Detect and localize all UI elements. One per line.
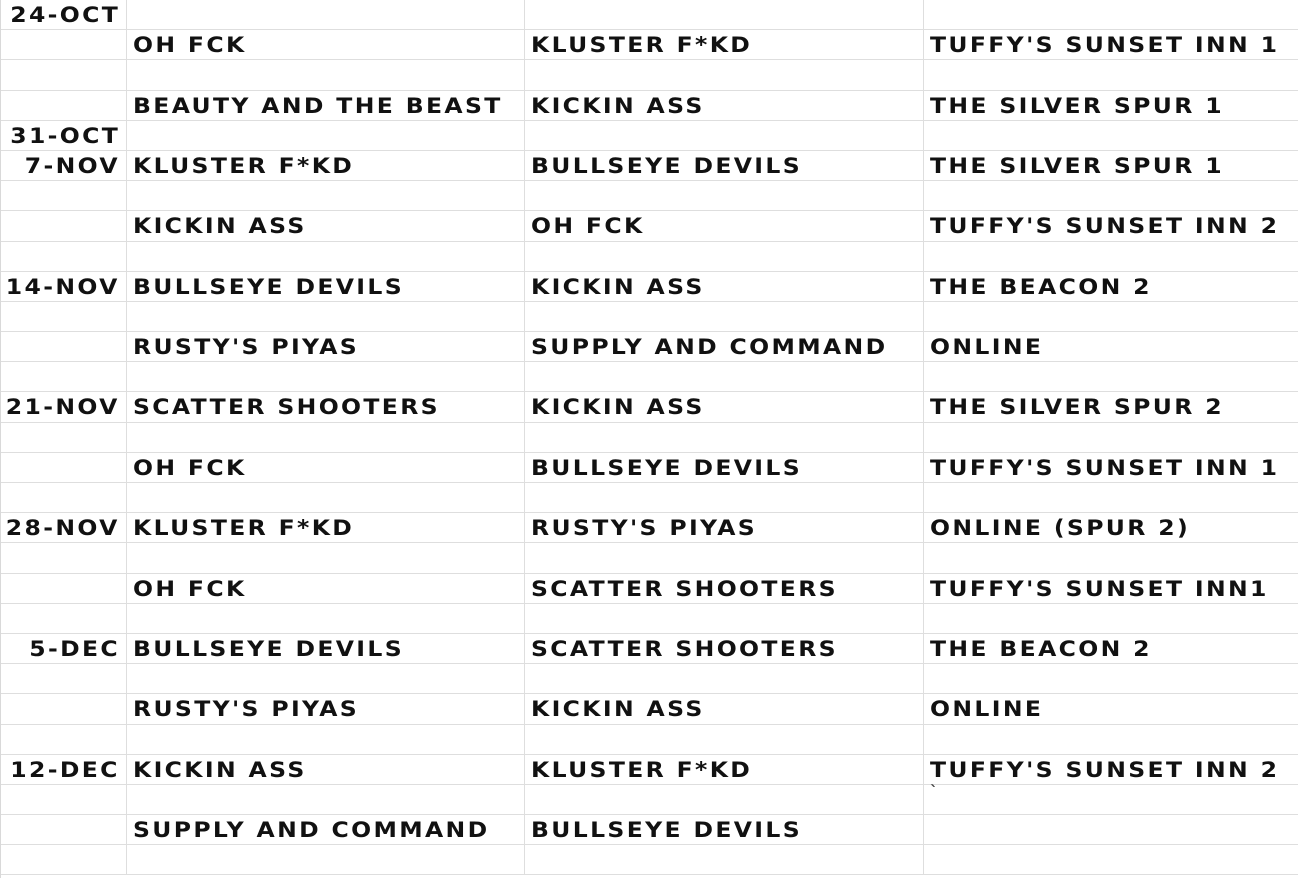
date-cell[interactable]: [1, 483, 127, 513]
away-team-cell[interactable]: [525, 453, 924, 483]
cell-text: KLUSTER F*KD: [531, 33, 753, 58]
cell-text: KLUSTER F*KD: [531, 757, 753, 782]
date-cell[interactable]: [1, 725, 127, 755]
home-team-cell[interactable]: [127, 362, 525, 392]
date-cell[interactable]: [1, 694, 127, 724]
cell-text: THE SILVER SPUR 2: [930, 395, 1224, 420]
home-team-cell[interactable]: [127, 332, 525, 362]
cell-text: 21-NOV: [6, 395, 120, 420]
away-team-cell[interactable]: [525, 423, 924, 453]
cell-text: RUSTY'S PIYAS: [133, 335, 360, 360]
date-cell[interactable]: [1, 755, 127, 785]
venue-cell[interactable]: [924, 30, 1298, 60]
date-cell[interactable]: [1, 604, 127, 634]
date-cell[interactable]: [1, 211, 127, 241]
away-team-cell[interactable]: [525, 513, 924, 543]
home-team-cell[interactable]: [127, 543, 525, 573]
home-team-cell[interactable]: [127, 785, 525, 815]
date-cell[interactable]: [1, 845, 127, 875]
date-cell[interactable]: [1, 121, 127, 151]
home-team-cell[interactable]: [127, 242, 525, 272]
home-team-cell[interactable]: [127, 272, 525, 302]
away-team-cell[interactable]: [525, 60, 924, 90]
venue-cell[interactable]: [924, 362, 1298, 392]
cell-text: KICKIN ASS: [133, 757, 307, 782]
away-team-cell[interactable]: [525, 845, 924, 875]
cell-text: OH FCK: [531, 214, 645, 239]
venue-cell[interactable]: [924, 121, 1298, 151]
cell-text: SUPPLY AND COMMAND: [133, 818, 490, 843]
date-cell[interactable]: [1, 574, 127, 604]
home-team-cell[interactable]: [127, 423, 525, 453]
home-team-cell[interactable]: [127, 755, 525, 785]
cell-text: OH FCK: [133, 455, 247, 480]
away-team-cell[interactable]: [525, 362, 924, 392]
cell-text: BULLSEYE DEVILS: [531, 153, 803, 178]
away-team-cell[interactable]: [525, 725, 924, 755]
cell-text: ONLINE (SPUR 2): [930, 516, 1191, 541]
cell-text: BEAUTY AND THE BEAST: [133, 93, 503, 118]
away-team-cell[interactable]: [525, 483, 924, 513]
date-cell[interactable]: [1, 91, 127, 121]
cell-text: 24-OCT: [10, 3, 120, 27]
cell-text: KICKIN ASS: [531, 697, 705, 722]
away-team-cell[interactable]: [525, 272, 924, 302]
cell-text: KICKIN ASS: [531, 93, 705, 118]
venue-cell[interactable]: [924, 785, 1298, 815]
away-team-cell[interactable]: [525, 242, 924, 272]
venue-cell[interactable]: [924, 483, 1298, 513]
away-team-cell[interactable]: [525, 392, 924, 422]
cell-text: THE BEACON 2: [930, 274, 1152, 299]
cell-text: RUSTY'S PIYAS: [531, 516, 758, 541]
home-team-cell[interactable]: [127, 604, 525, 634]
cell-text: THE BEACON 2: [930, 636, 1152, 661]
home-team-cell[interactable]: [127, 151, 525, 181]
home-team-cell[interactable]: [127, 634, 525, 664]
date-cell[interactable]: [1, 332, 127, 362]
venue-cell[interactable]: [924, 513, 1298, 543]
venue-cell[interactable]: [924, 302, 1298, 332]
cell-text: SUPPLY AND COMMAND: [531, 335, 888, 360]
away-team-cell[interactable]: [525, 755, 924, 785]
cell-text: SCATTER SHOOTERS: [531, 576, 838, 601]
cell-text: RUSTY'S PIYAS: [133, 697, 360, 722]
date-cell[interactable]: [1, 0, 127, 30]
date-cell[interactable]: [1, 392, 127, 422]
date-cell[interactable]: [1, 302, 127, 332]
cell-text: SCATTER SHOOTERS: [133, 395, 440, 420]
away-team-cell[interactable]: [525, 151, 924, 181]
venue-cell[interactable]: [924, 453, 1298, 483]
home-team-cell[interactable]: [127, 513, 525, 543]
venue-cell[interactable]: [924, 181, 1298, 211]
away-team-cell[interactable]: [525, 181, 924, 211]
cell-text: 31-OCT: [10, 123, 120, 148]
cell-text: THE SILVER SPUR 1: [930, 153, 1224, 178]
away-team-cell[interactable]: [525, 30, 924, 60]
venue-cell[interactable]: [924, 725, 1298, 755]
venue-cell[interactable]: [924, 211, 1298, 241]
home-team-cell[interactable]: [127, 725, 525, 755]
venue-cell[interactable]: [924, 423, 1298, 453]
cell-text: 7-NOV: [24, 153, 120, 178]
home-team-cell[interactable]: [127, 30, 525, 60]
away-team-cell[interactable]: [525, 91, 924, 121]
cell-text: KLUSTER F*KD: [133, 516, 355, 541]
cell-text: BULLSEYE DEVILS: [133, 636, 405, 661]
cell-text: KLUSTER F*KD: [133, 153, 355, 178]
away-team-cell[interactable]: [525, 302, 924, 332]
away-team-cell[interactable]: [525, 815, 924, 845]
venue-cell[interactable]: [924, 845, 1298, 875]
home-team-cell[interactable]: [127, 211, 525, 241]
home-team-cell[interactable]: [127, 483, 525, 513]
venue-cell[interactable]: [924, 634, 1298, 664]
venue-cell[interactable]: [924, 694, 1298, 724]
home-team-cell[interactable]: [127, 181, 525, 211]
cell-text: ONLINE: [930, 697, 1044, 722]
cell-text: ONLINE: [930, 335, 1044, 360]
home-team-cell[interactable]: [127, 453, 525, 483]
venue-cell[interactable]: [924, 815, 1298, 845]
home-team-cell[interactable]: [127, 574, 525, 604]
date-cell[interactable]: [1, 30, 127, 60]
venue-cell[interactable]: [924, 755, 1298, 785]
cell-text: TUFFY'S SUNSET INN 2: [930, 757, 1280, 782]
venue-cell[interactable]: [924, 0, 1298, 30]
away-team-cell[interactable]: [525, 664, 924, 694]
cell-text: OH FCK: [133, 33, 247, 58]
home-team-cell[interactable]: [127, 845, 525, 875]
cell-text: TUFFY'S SUNSET INN1: [930, 576, 1269, 601]
date-cell[interactable]: [1, 634, 127, 664]
away-team-cell[interactable]: [525, 604, 924, 634]
home-team-cell[interactable]: [127, 0, 525, 30]
away-team-cell[interactable]: [525, 574, 924, 604]
cell-text: 28-NOV: [6, 516, 120, 541]
cell-text: BULLSEYE DEVILS: [133, 274, 405, 299]
cell-text: KICKIN ASS: [133, 214, 307, 239]
home-team-cell[interactable]: [127, 60, 525, 90]
cell-text: THE SILVER SPUR 1: [930, 93, 1224, 118]
away-team-cell[interactable]: [525, 543, 924, 573]
cell-text: 14-NOV: [6, 274, 120, 299]
away-team-cell[interactable]: [525, 634, 924, 664]
cell-text: 12-DEC: [10, 757, 120, 782]
home-team-cell[interactable]: [127, 664, 525, 694]
date-cell[interactable]: [1, 664, 127, 694]
date-cell[interactable]: [1, 543, 127, 573]
date-cell[interactable]: [1, 815, 127, 845]
home-team-cell[interactable]: [127, 302, 525, 332]
date-cell[interactable]: [1, 181, 127, 211]
cell-text: TUFFY'S SUNSET INN 1: [930, 455, 1280, 480]
date-cell[interactable]: [1, 513, 127, 543]
venue-cell[interactable]: [924, 91, 1298, 121]
date-cell[interactable]: [1, 362, 127, 392]
home-team-cell[interactable]: [127, 91, 525, 121]
cell-text: TUFFY'S SUNSET INN 2: [930, 214, 1280, 239]
away-team-cell[interactable]: [525, 121, 924, 151]
home-team-cell[interactable]: [127, 815, 525, 845]
cell-text: TUFFY'S SUNSET INN 1: [930, 33, 1280, 58]
home-team-cell[interactable]: [127, 694, 525, 724]
venue-cell[interactable]: [924, 664, 1298, 694]
cell-text: 5-DEC: [29, 636, 120, 661]
venue-cell[interactable]: [924, 392, 1298, 422]
venue-cell[interactable]: [924, 332, 1298, 362]
home-team-cell[interactable]: [127, 121, 525, 151]
away-team-cell[interactable]: [525, 785, 924, 815]
date-cell[interactable]: [1, 785, 127, 815]
date-cell[interactable]: [1, 272, 127, 302]
cell-text: KICKIN ASS: [531, 395, 705, 420]
venue-cell[interactable]: [924, 242, 1298, 272]
away-team-cell[interactable]: [525, 694, 924, 724]
cell-text: `: [930, 783, 941, 800]
cell-text: KICKIN ASS: [531, 274, 705, 299]
cell-text: BULLSEYE DEVILS: [531, 818, 803, 843]
date-cell[interactable]: [1, 60, 127, 90]
date-cell[interactable]: [1, 242, 127, 272]
venue-cell[interactable]: [924, 574, 1298, 604]
cell-text: BULLSEYE DEVILS: [531, 455, 803, 480]
date-cell[interactable]: [1, 453, 127, 483]
home-team-cell[interactable]: [127, 392, 525, 422]
venue-cell[interactable]: [924, 60, 1298, 90]
date-cell[interactable]: [1, 151, 127, 181]
cell-text: OH FCK: [133, 576, 247, 601]
away-team-cell[interactable]: [525, 332, 924, 362]
date-cell[interactable]: [1, 423, 127, 453]
venue-cell[interactable]: [924, 151, 1298, 181]
venue-cell[interactable]: [924, 604, 1298, 634]
venue-cell[interactable]: [924, 543, 1298, 573]
away-team-cell[interactable]: [525, 0, 924, 30]
venue-cell[interactable]: [924, 272, 1298, 302]
away-team-cell[interactable]: [525, 211, 924, 241]
cell-text: SCATTER SHOOTERS: [531, 636, 838, 661]
